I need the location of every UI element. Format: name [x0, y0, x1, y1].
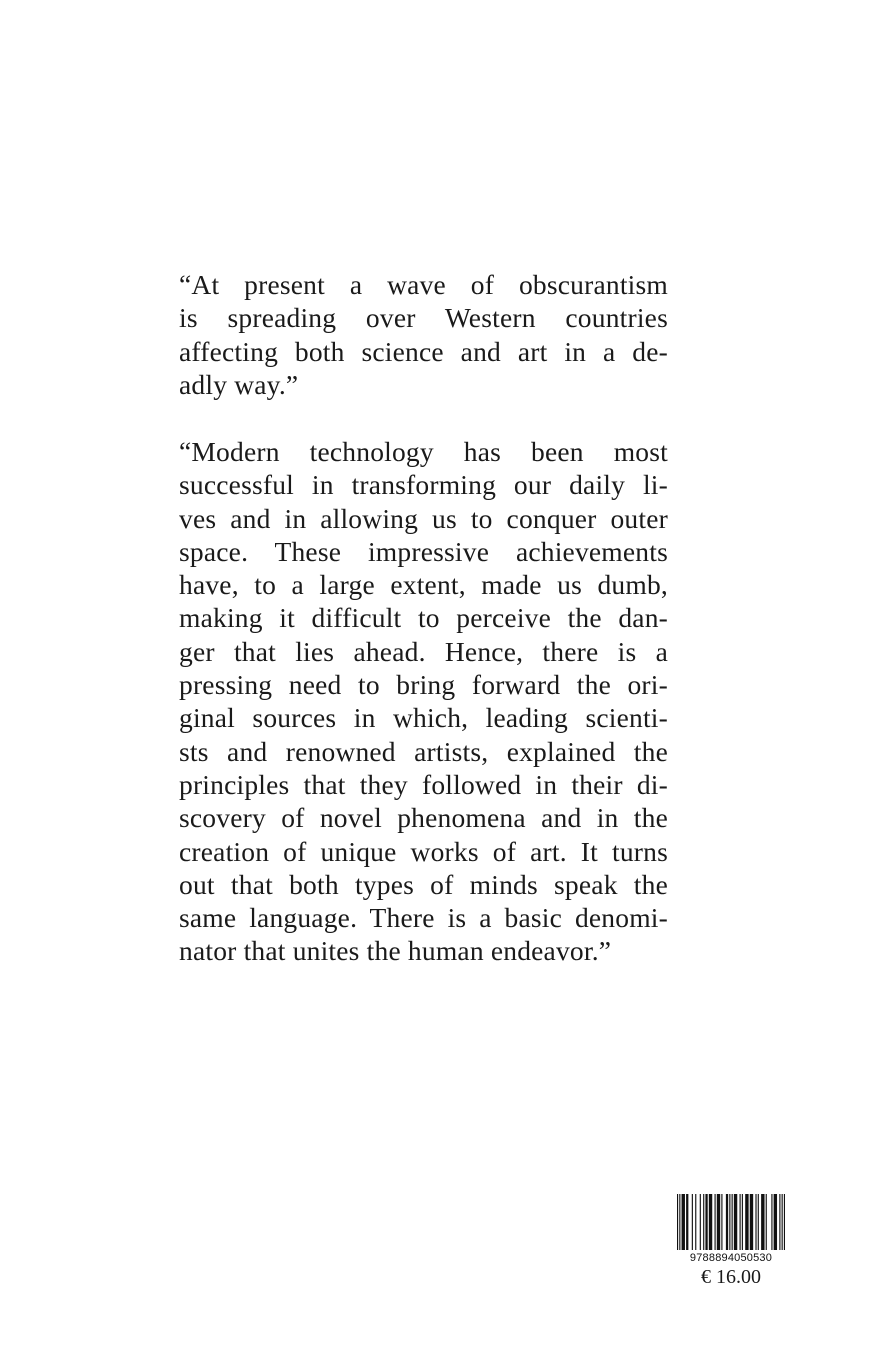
barcode-block: [676, 1194, 786, 1289]
barcode-bar: [682, 1194, 685, 1250]
barcode-bar: [692, 1194, 693, 1250]
quote-line: same language. There is a basic denomi-: [179, 902, 668, 934]
barcode-bar: [745, 1194, 748, 1250]
quote-line: adly way.”: [179, 368, 299, 400]
barcode-icon: [677, 1194, 785, 1250]
barcode-bar: [700, 1194, 701, 1250]
quote-line: scovery of novel phenomena and in the: [179, 802, 668, 834]
barcode-bar: [755, 1194, 756, 1250]
quote-modern-technology: [179, 435, 668, 968]
barcode-bar: [721, 1194, 722, 1250]
barcode-bar: [677, 1194, 678, 1250]
barcode-bar: [750, 1194, 753, 1250]
barcode-bar: [686, 1194, 688, 1250]
barcode-bar: [705, 1194, 707, 1250]
barcode-bar: [784, 1194, 785, 1250]
quote-line: have, to a large extent, made us dumb,: [179, 569, 668, 601]
barcode-bar: [709, 1194, 712, 1250]
quote-line: is spreading over Western countries: [179, 302, 668, 334]
barcode-bar: [695, 1194, 696, 1250]
quote-line: sts and renowned artists, explained the: [179, 735, 668, 767]
barcode-bar: [761, 1194, 764, 1250]
barcode-bar: [715, 1194, 716, 1250]
barcode-bar: [766, 1194, 767, 1250]
barcode-bar: [734, 1194, 737, 1250]
quote-line: “At present a wave of obscurantism: [179, 269, 668, 300]
quote-line: ger that lies ahead. Hence, there is a: [179, 635, 668, 667]
barcode-bar: [774, 1194, 777, 1250]
quote-line: principles that they followed in their di-: [179, 768, 668, 800]
quote-line: pressing need to bring forward the ori-: [179, 669, 668, 701]
quote-line: ginal sources in which, leading scienti-: [179, 702, 668, 734]
quote-line: out that both types of minds speak the: [179, 868, 668, 900]
barcode-bar: [732, 1194, 733, 1250]
barcode-bar: [740, 1194, 741, 1250]
quote-line: space. These impressive achievements: [179, 535, 668, 567]
quote-line: making it difficult to perceive the dan-: [179, 602, 668, 634]
quote-line: ves and in allowing us to conquer outer: [179, 502, 668, 534]
barcode-bar: [726, 1194, 728, 1250]
barcode-bar: [717, 1194, 720, 1250]
price-label: € 16.00: [701, 1266, 761, 1288]
isbn-number: 9788894050530: [689, 1252, 773, 1264]
barcode-bar: [703, 1194, 704, 1250]
quote-obscurantism: [179, 268, 668, 401]
quote-line: successful in transforming our daily li-: [179, 469, 668, 501]
barcode-bar: [679, 1194, 680, 1250]
barcode-bar: [771, 1194, 772, 1250]
quote-line: creation of unique works of art. It turns: [179, 835, 668, 867]
barcode-bar: [742, 1194, 743, 1250]
barcode-bar: [758, 1194, 759, 1250]
quote-line: “Modern technology has been most: [179, 436, 668, 467]
quote-line: affecting both science and art in a de-: [179, 335, 668, 367]
barcode-bar: [729, 1194, 730, 1250]
barcode-bar: [779, 1194, 780, 1250]
quote-line: nator that unites the human endeavor.”: [179, 935, 612, 967]
barcode-bar: [782, 1194, 783, 1250]
